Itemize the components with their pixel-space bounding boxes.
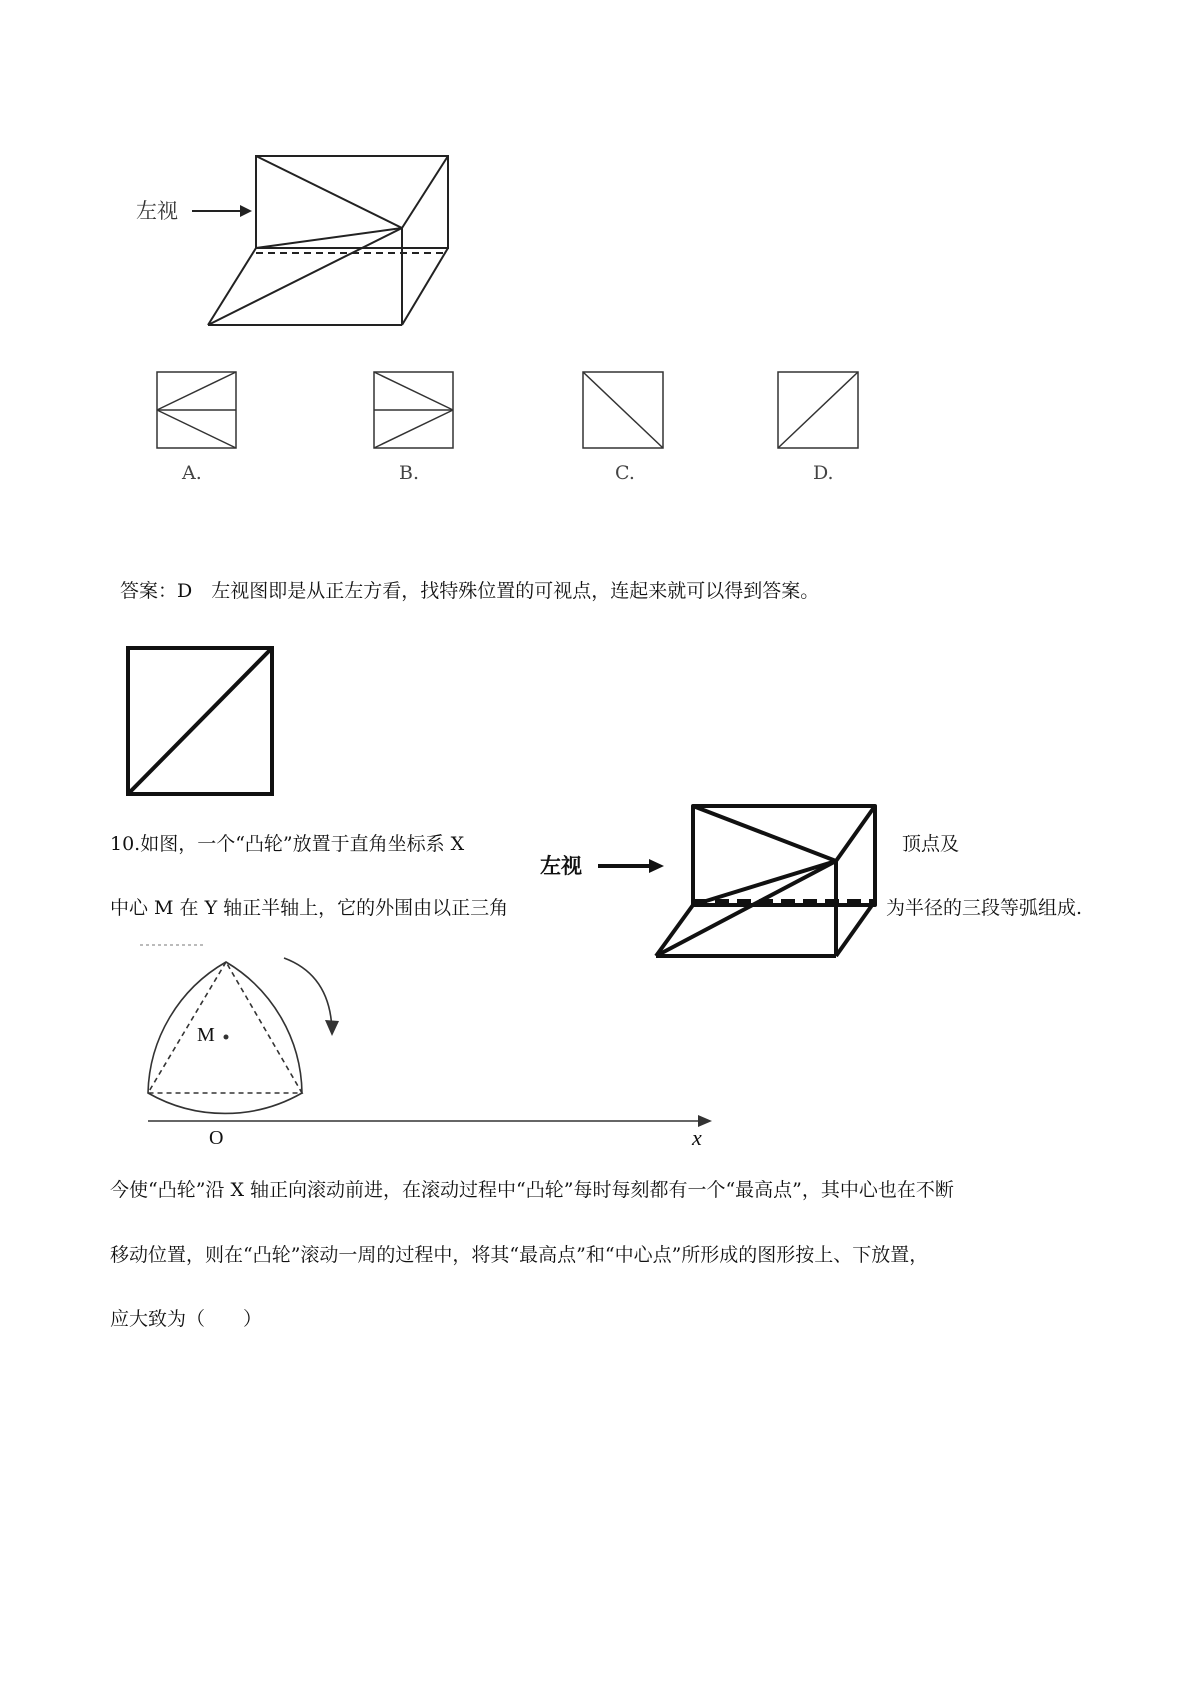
option-a-label: A.: [182, 462, 202, 484]
rotation-arrow: [284, 958, 332, 1030]
rotation-arrow-head-icon: [325, 1020, 339, 1036]
q10-line1-end: 顶点及: [902, 833, 960, 855]
answer-text: 答案：D 左视图即是从正左方看，找特殊位置的可视点，连起来就可以得到答案。: [120, 580, 820, 602]
x-axis-label: x: [692, 1125, 702, 1150]
cam-center-label: M: [197, 1024, 215, 1046]
origin-label: O: [209, 1127, 224, 1149]
q10-line2-start: 中心 M 在 Y 轴正半轴上，它的外围由以正三角: [110, 897, 509, 919]
q10-para2: 移动位置，则在“凸轮”滚动一周的过程中，将其“最高点”和“中心点”所形成的图形按上、下放置，: [110, 1244, 929, 1266]
q10-line2-end: 为半径的三段等弧组成.: [886, 897, 1083, 919]
left-view-label-2: 左视: [540, 854, 582, 878]
option-d-label: D.: [813, 462, 834, 484]
q10-para1: 今使“凸轮”沿 X 轴正向滚动前进，在滚动过程中“凸轮”每时每刻都有一个“最高点”，其中心也在不断: [110, 1179, 954, 1201]
left-view-label: 左视: [136, 199, 178, 223]
center-point: [224, 1035, 229, 1040]
cam-triangle: [148, 962, 302, 1093]
option-b-label: B.: [399, 462, 420, 484]
option-c-label: C.: [615, 462, 635, 484]
q10-para3: 应大致为（ ）: [110, 1308, 263, 1330]
q10-line1-start: 10.如图，一个“凸轮”放置于直角坐标系 X: [110, 833, 465, 855]
